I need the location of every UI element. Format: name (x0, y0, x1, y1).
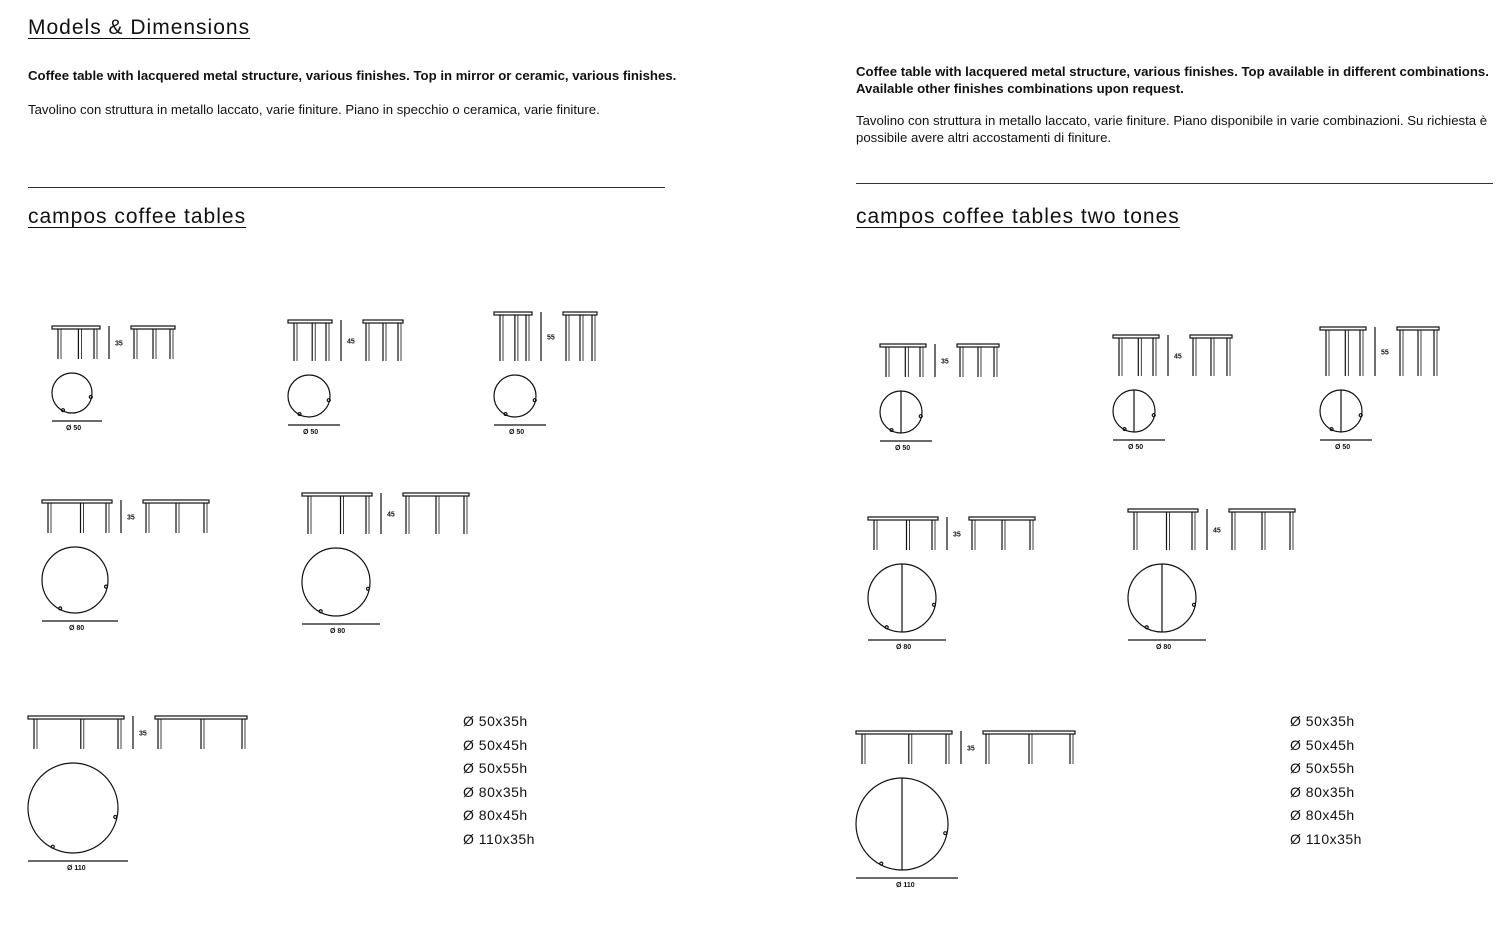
height-label: 35 (127, 514, 135, 522)
front-elevation (1320, 327, 1366, 376)
left-table-drawing-2 (286, 318, 444, 458)
size-item: Ø 110x35h (463, 830, 535, 847)
diameter-label: Ø 50 (66, 425, 82, 432)
height-label: 55 (1381, 349, 1389, 357)
size-item: Ø 110x35h (1290, 830, 1362, 847)
table-top (1128, 509, 1198, 512)
front-elevation (856, 731, 952, 764)
table-top (969, 517, 1035, 520)
right-divider (856, 183, 1493, 184)
side-elevation (957, 344, 999, 377)
size-item: Ø 80x45h (463, 807, 528, 824)
right-description-en-line1: Coffee table with lacquered metal structure, various finishes. Top available in different combinations. (856, 64, 1489, 79)
leg-mark (1330, 428, 1333, 431)
leg-mark (89, 396, 92, 399)
leg-mark (1192, 603, 1195, 606)
front-elevation (42, 500, 112, 533)
leg-mark (1123, 428, 1126, 431)
leg-mark (880, 862, 883, 865)
leg-mark (885, 626, 888, 629)
front-elevation (52, 326, 100, 359)
left-description-en: Coffee table with lacquered metal structure, various finishes. Top in mirror or ceramic, various finishes. (28, 68, 677, 83)
right-table-drawing-1 (878, 342, 1040, 474)
side-elevation (1229, 509, 1295, 550)
right-table-drawing-2 (1111, 333, 1273, 473)
height-label: 35 (115, 340, 123, 348)
table-top (288, 320, 332, 323)
leg-mark (319, 610, 322, 613)
table-top (302, 493, 372, 496)
table-top (131, 326, 175, 329)
left-table-drawing-4 (40, 498, 250, 654)
side-elevation (363, 320, 403, 361)
leg-mark (932, 603, 935, 606)
diameter-label: Ø 50 (1335, 444, 1351, 451)
table-top-plan (494, 375, 536, 417)
diameter-label: Ø 80 (896, 644, 912, 651)
side-elevation (1397, 327, 1439, 376)
front-elevation (494, 312, 532, 361)
size-item: Ø 80x45h (1290, 807, 1355, 824)
table-top (143, 500, 209, 503)
front-elevation (302, 493, 372, 534)
table-top-plan (42, 547, 108, 613)
leg-mark (327, 399, 330, 402)
right-table-drawing-3 (1318, 325, 1480, 473)
table-top (868, 517, 938, 520)
left-size-list (463, 710, 535, 852)
size-item: Ø 50x45h (463, 736, 528, 753)
leg-mark (1152, 414, 1155, 417)
table-top (403, 493, 469, 496)
leg-mark (504, 413, 507, 416)
diameter-label: Ø 80 (69, 625, 85, 632)
front-elevation (28, 716, 124, 749)
size-item: Ø 80x35h (1290, 783, 1355, 800)
size-item: Ø 50x55h (463, 760, 528, 777)
side-elevation (143, 500, 209, 533)
table-top (494, 312, 532, 315)
leg-mark (944, 832, 947, 835)
leg-mark (533, 399, 536, 402)
height-label: 45 (387, 511, 395, 519)
size-item: Ø 80x35h (463, 783, 528, 800)
height-label: 45 (1213, 527, 1221, 535)
leg-mark (890, 429, 893, 432)
table-top-plan (302, 548, 370, 616)
table-top (42, 500, 112, 503)
side-elevation (983, 731, 1075, 764)
diameter-label: Ø 50 (303, 429, 319, 436)
front-elevation (1128, 509, 1198, 550)
size-item: Ø 50x35h (463, 713, 528, 729)
page-title: Models & Dimensions (28, 16, 251, 39)
table-top (563, 312, 597, 315)
front-elevation (288, 320, 332, 361)
leg-mark (51, 845, 54, 848)
leg-mark (59, 607, 62, 610)
front-elevation (1113, 335, 1159, 376)
size-item: Ø 50x35h (1290, 713, 1355, 729)
table-top (957, 344, 999, 347)
diameter-label: Ø 50 (895, 445, 911, 452)
side-elevation (969, 517, 1035, 550)
right-section-title: campos coffee tables two tones (856, 205, 1180, 228)
left-table-drawing-6 (26, 714, 288, 894)
table-top (1190, 335, 1232, 338)
side-elevation (131, 326, 175, 359)
table-top-plan (288, 375, 330, 417)
right-size-list (1290, 710, 1362, 852)
leg-mark (1145, 626, 1148, 629)
height-label: 55 (547, 334, 555, 342)
left-table-drawing-1 (50, 324, 216, 454)
size-item: Ø 50x45h (1290, 736, 1355, 753)
left-description-it: Tavolino con struttura in metallo laccato, varie finiture. Piano in specchio o ceramica, varie finiture. (28, 102, 600, 117)
side-elevation (563, 312, 597, 361)
leg-mark (366, 587, 369, 590)
table-top (983, 731, 1075, 734)
height-label: 35 (967, 745, 975, 753)
diameter-label: Ø 110 (896, 882, 915, 889)
diameter-label: Ø 80 (1156, 644, 1172, 651)
left-divider (28, 187, 665, 188)
table-top (1320, 327, 1366, 330)
height-label: 45 (347, 338, 355, 346)
table-top (28, 716, 124, 719)
height-label: 35 (139, 730, 147, 738)
leg-mark (298, 413, 301, 416)
leg-mark (114, 816, 117, 819)
height-label: 35 (941, 358, 949, 366)
side-elevation (403, 493, 469, 534)
left-table-drawing-3 (492, 310, 638, 458)
table-top-plan (28, 763, 118, 853)
left-section-title: campos coffee tables (28, 205, 247, 228)
leg-mark (105, 585, 108, 588)
table-top (856, 731, 952, 734)
size-item: Ø 50x55h (1290, 760, 1355, 777)
leg-mark (1359, 414, 1362, 417)
table-top-plan (52, 373, 92, 413)
side-elevation (155, 716, 247, 749)
right-description-en-line2: Available other finishes combinations upon request. (856, 81, 1184, 96)
table-top (52, 326, 100, 329)
height-label: 45 (1174, 353, 1182, 361)
front-elevation (868, 517, 938, 550)
left-table-drawing-5 (300, 491, 510, 657)
right-table-drawing-5 (1126, 507, 1336, 673)
side-elevation (1190, 335, 1232, 376)
table-top (880, 344, 926, 347)
right-description-it-line1: Tavolino con struttura in metallo laccato, varie finiture. Piano disponibile in varie combinazioni. Su richiesta è (856, 113, 1488, 128)
right-table-drawing-6 (854, 729, 1116, 911)
right-description-it (856, 112, 1496, 146)
diameter-label: Ø 50 (509, 429, 525, 436)
diameter-label: Ø 50 (1128, 444, 1144, 451)
height-label: 35 (953, 531, 961, 539)
leg-mark (919, 415, 922, 418)
table-top (363, 320, 403, 323)
table-top (1229, 509, 1295, 512)
diameter-label: Ø 110 (67, 865, 86, 872)
table-top (155, 716, 247, 719)
right-description-en (856, 63, 1496, 97)
table-top (1113, 335, 1159, 338)
right-table-drawing-4 (866, 515, 1076, 673)
front-elevation (880, 344, 926, 377)
table-top (1397, 327, 1439, 330)
right-description-it-line2: possibile avere altri accostamenti di finiture. (856, 130, 1112, 145)
diameter-label: Ø 80 (330, 628, 346, 635)
